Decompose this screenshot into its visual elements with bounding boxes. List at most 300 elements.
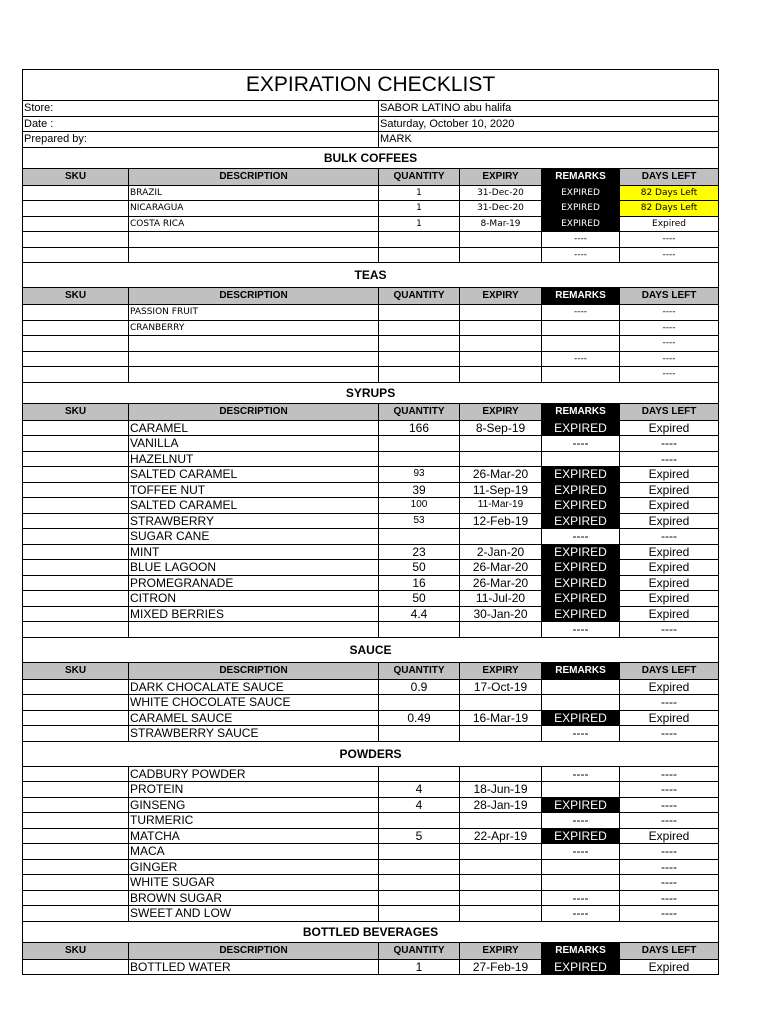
remarks-cell: ----: [542, 436, 620, 452]
column-header-sku: SKU: [23, 288, 129, 305]
expiry-cell: 22-Apr-19: [460, 828, 542, 844]
table-row: [23, 695, 719, 711]
remarks-cell: ----: [542, 351, 620, 367]
column-header-expiry: EXPIRY: [460, 403, 542, 420]
section-title-bulk-coffees: BULK COFFEES: [23, 147, 719, 168]
quantity-cell: [379, 451, 460, 467]
section-title-row: [23, 147, 719, 168]
column-header-expiry: EXPIRY: [460, 288, 542, 305]
table-row: [23, 906, 719, 922]
days-left-cell: Expired: [620, 216, 719, 232]
sku-cell: [23, 513, 129, 529]
sku-cell: [23, 622, 129, 638]
description-cell: GINSENG: [129, 797, 379, 813]
sku-cell: [23, 351, 129, 367]
table-row: [23, 766, 719, 782]
table-row: [23, 959, 719, 975]
sku-cell: [23, 436, 129, 452]
column-header-row: [23, 662, 719, 679]
section-title-row: [23, 637, 719, 662]
quantity-cell: [379, 305, 460, 321]
description-cell: [129, 351, 379, 367]
sku-cell: [23, 529, 129, 545]
description-cell: VANILLA: [129, 436, 379, 452]
sku-cell: [23, 467, 129, 483]
days-left-cell: Expired: [620, 482, 719, 498]
days-left-cell: ----: [620, 695, 719, 711]
expiry-cell: 8-Mar-19: [460, 216, 542, 232]
expiry-cell: [460, 529, 542, 545]
quantity-cell: 1: [379, 959, 460, 975]
quantity-cell: 0.49: [379, 710, 460, 726]
table-row: [23, 467, 719, 483]
sku-cell: [23, 710, 129, 726]
sku-cell: [23, 482, 129, 498]
remarks-cell: ----: [542, 890, 620, 906]
remarks-cell: EXPIRED: [542, 185, 620, 201]
section-title-teas: TEAS: [23, 263, 719, 288]
quantity-cell: [379, 859, 460, 875]
description-cell: SALTED CARAMEL: [129, 467, 379, 483]
quantity-cell: [379, 436, 460, 452]
column-header-days-left: DAYS LEFT: [620, 288, 719, 305]
expiry-cell: 31-Dec-20: [460, 201, 542, 217]
sku-cell: [23, 320, 129, 336]
quantity-cell: 50: [379, 560, 460, 576]
quantity-cell: 39: [379, 482, 460, 498]
description-cell: SUGAR CANE: [129, 529, 379, 545]
table-row: [23, 622, 719, 638]
description-cell: TURMERIC: [129, 813, 379, 829]
table-row: [23, 606, 719, 622]
sku-cell: [23, 544, 129, 560]
quantity-cell: [379, 844, 460, 860]
sku-cell: [23, 247, 129, 263]
description-cell: MIXED BERRIES: [129, 606, 379, 622]
table-row: [23, 575, 719, 591]
expiry-cell: 8-Sep-19: [460, 420, 542, 436]
column-header-quantity: QUANTITY: [379, 288, 460, 305]
expiry-cell: [460, 320, 542, 336]
sku-cell: [23, 679, 129, 695]
expiry-cell: [460, 890, 542, 906]
section-title-bottled: BOTTLED BEVERAGES: [23, 921, 719, 942]
quantity-cell: [379, 875, 460, 891]
days-left-cell: ----: [620, 797, 719, 813]
column-header-expiry: EXPIRY: [460, 942, 542, 959]
title-row: [23, 70, 719, 101]
section-title-row: [23, 921, 719, 942]
days-left-cell: ----: [620, 336, 719, 352]
quantity-cell: 0.9: [379, 679, 460, 695]
days-left-cell: Expired: [620, 710, 719, 726]
days-left-cell: ----: [620, 305, 719, 321]
description-cell: SWEET AND LOW: [129, 906, 379, 922]
quantity-cell: [379, 813, 460, 829]
table-row: [23, 420, 719, 436]
quantity-cell: 93: [379, 467, 460, 483]
sku-cell: [23, 336, 129, 352]
info-row: [23, 101, 719, 117]
sku-cell: [23, 367, 129, 383]
days-left-cell: 82 Days Left: [620, 185, 719, 201]
quantity-cell: [379, 367, 460, 383]
sku-cell: [23, 216, 129, 232]
column-header-days-left: DAYS LEFT: [620, 942, 719, 959]
expiry-cell: [460, 622, 542, 638]
description-cell: MACA: [129, 844, 379, 860]
column-header-remarks: REMARKS: [542, 662, 620, 679]
description-cell: [129, 367, 379, 383]
quantity-cell: 16: [379, 575, 460, 591]
remarks-cell: EXPIRED: [542, 591, 620, 607]
column-header-sku: SKU: [23, 403, 129, 420]
remarks-cell: ----: [542, 726, 620, 742]
description-cell: [129, 622, 379, 638]
description-cell: BOTTLED WATER: [129, 959, 379, 975]
expiry-cell: 16-Mar-19: [460, 710, 542, 726]
description-cell: HAZELNUT: [129, 451, 379, 467]
remarks-cell: ----: [542, 247, 620, 263]
description-cell: CRANBERRY: [129, 320, 379, 336]
sku-cell: [23, 906, 129, 922]
quantity-cell: 5: [379, 828, 460, 844]
remarks-cell: EXPIRED: [542, 575, 620, 591]
days-left-cell: ----: [620, 622, 719, 638]
remarks-cell: ----: [542, 622, 620, 638]
table-row: [23, 591, 719, 607]
expiry-cell: 17-Oct-19: [460, 679, 542, 695]
table-row: [23, 890, 719, 906]
description-cell: PROMEGRANADE: [129, 575, 379, 591]
quantity-cell: [379, 695, 460, 711]
remarks-cell: EXPIRED: [542, 560, 620, 576]
days-left-cell: Expired: [620, 420, 719, 436]
column-header-row: [23, 168, 719, 185]
table-row: [23, 859, 719, 875]
remarks-cell: EXPIRED: [542, 606, 620, 622]
remarks-cell: EXPIRED: [542, 710, 620, 726]
remarks-cell: EXPIRED: [542, 467, 620, 483]
info-label: Date :: [23, 116, 379, 132]
quantity-cell: [379, 726, 460, 742]
info-value: SABOR LATINO abu halifa: [379, 101, 719, 117]
info-label: Store:: [23, 101, 379, 117]
days-left-cell: Expired: [620, 498, 719, 514]
table-row: [23, 232, 719, 248]
days-left-cell: 82 Days Left: [620, 201, 719, 217]
sku-cell: [23, 232, 129, 248]
sku-cell: [23, 875, 129, 891]
column-header-row: [23, 288, 719, 305]
info-row: [23, 132, 719, 148]
expiry-cell: 11-Mar-19: [460, 498, 542, 514]
sku-cell: [23, 726, 129, 742]
remarks-cell: EXPIRED: [542, 544, 620, 560]
quantity-cell: [379, 232, 460, 248]
table-row: [23, 813, 719, 829]
expiry-cell: [460, 906, 542, 922]
description-cell: TOFFEE NUT: [129, 482, 379, 498]
column-header-sku: SKU: [23, 942, 129, 959]
days-left-cell: Expired: [620, 513, 719, 529]
section-title-row: [23, 382, 719, 403]
sku-cell: [23, 813, 129, 829]
description-cell: WHITE SUGAR: [129, 875, 379, 891]
expiry-cell: 11-Jul-20: [460, 591, 542, 607]
sku-cell: [23, 959, 129, 975]
table-row: [23, 875, 719, 891]
remarks-cell: ----: [542, 844, 620, 860]
quantity-cell: 53: [379, 513, 460, 529]
sku-cell: [23, 560, 129, 576]
description-cell: [129, 247, 379, 263]
quantity-cell: 50: [379, 591, 460, 607]
days-left-cell: ----: [620, 875, 719, 891]
page-title: EXPIRATION CHECKLIST: [23, 70, 719, 101]
expiry-cell: [460, 305, 542, 321]
expiry-cell: 26-Mar-20: [460, 575, 542, 591]
sku-cell: [23, 782, 129, 798]
column-header-remarks: REMARKS: [542, 288, 620, 305]
remarks-cell: EXPIRED: [542, 482, 620, 498]
section-title-syrups: SYRUPS: [23, 382, 719, 403]
quantity-cell: [379, 890, 460, 906]
expiry-cell: [460, 813, 542, 829]
section-title-powders: POWDERS: [23, 741, 719, 766]
table-row: [23, 351, 719, 367]
column-header-description: DESCRIPTION: [129, 662, 379, 679]
sku-cell: [23, 305, 129, 321]
description-cell: GINGER: [129, 859, 379, 875]
table-row: [23, 482, 719, 498]
sku-cell: [23, 201, 129, 217]
quantity-cell: [379, 247, 460, 263]
days-left-cell: ----: [620, 367, 719, 383]
days-left-cell: ----: [620, 844, 719, 860]
description-cell: CADBURY POWDER: [129, 766, 379, 782]
remarks-cell: EXPIRED: [542, 420, 620, 436]
column-header-sku: SKU: [23, 168, 129, 185]
table-row: [23, 782, 719, 798]
expiry-cell: [460, 232, 542, 248]
expiration-checklist-sheet: [22, 69, 718, 975]
description-cell: STRAWBERRY: [129, 513, 379, 529]
expiry-cell: 28-Jan-19: [460, 797, 542, 813]
days-left-cell: ----: [620, 351, 719, 367]
days-left-cell: ----: [620, 529, 719, 545]
description-cell: CARAMEL SAUCE: [129, 710, 379, 726]
remarks-cell: EXPIRED: [542, 959, 620, 975]
expiry-cell: [460, 367, 542, 383]
description-cell: SALTED CARAMEL: [129, 498, 379, 514]
remarks-cell: [542, 679, 620, 695]
sku-cell: [23, 766, 129, 782]
sku-cell: [23, 498, 129, 514]
description-cell: CITRON: [129, 591, 379, 607]
quantity-cell: 1: [379, 216, 460, 232]
days-left-cell: Expired: [620, 467, 719, 483]
expiry-cell: 18-Jun-19: [460, 782, 542, 798]
column-header-remarks: REMARKS: [542, 168, 620, 185]
column-header-remarks: REMARKS: [542, 403, 620, 420]
description-cell: NICARAGUA: [129, 201, 379, 217]
expiry-cell: [460, 451, 542, 467]
days-left-cell: Expired: [620, 828, 719, 844]
days-left-cell: ----: [620, 436, 719, 452]
table-row: [23, 185, 719, 201]
table-row: [23, 726, 719, 742]
days-left-cell: Expired: [620, 560, 719, 576]
column-header-days-left: DAYS LEFT: [620, 168, 719, 185]
column-header-expiry: EXPIRY: [460, 168, 542, 185]
sku-cell: [23, 797, 129, 813]
description-cell: MINT: [129, 544, 379, 560]
remarks-cell: EXPIRED: [542, 216, 620, 232]
quantity-cell: 1: [379, 185, 460, 201]
days-left-cell: ----: [620, 782, 719, 798]
table-row: [23, 336, 719, 352]
days-left-cell: ----: [620, 247, 719, 263]
table-row: [23, 710, 719, 726]
description-cell: COSTA RICA: [129, 216, 379, 232]
description-cell: MATCHA: [129, 828, 379, 844]
remarks-cell: EXPIRED: [542, 201, 620, 217]
table-row: [23, 367, 719, 383]
days-left-cell: Expired: [620, 575, 719, 591]
quantity-cell: 4: [379, 797, 460, 813]
remarks-cell: EXPIRED: [542, 498, 620, 514]
description-cell: BROWN SUGAR: [129, 890, 379, 906]
quantity-cell: [379, 336, 460, 352]
expiry-cell: 26-Mar-20: [460, 467, 542, 483]
expiry-cell: 30-Jan-20: [460, 606, 542, 622]
expiry-cell: [460, 875, 542, 891]
expiry-cell: 11-Sep-19: [460, 482, 542, 498]
expiry-cell: 26-Mar-20: [460, 560, 542, 576]
column-header-sku: SKU: [23, 662, 129, 679]
info-value: Saturday, October 10, 2020: [379, 116, 719, 132]
column-header-description: DESCRIPTION: [129, 403, 379, 420]
remarks-cell: EXPIRED: [542, 513, 620, 529]
description-cell: WHITE CHOCOLATE SAUCE: [129, 695, 379, 711]
days-left-cell: ----: [620, 232, 719, 248]
sku-cell: [23, 591, 129, 607]
days-left-cell: Expired: [620, 544, 719, 560]
column-header-remarks: REMARKS: [542, 942, 620, 959]
days-left-cell: ----: [620, 451, 719, 467]
table-row: [23, 560, 719, 576]
days-left-cell: Expired: [620, 679, 719, 695]
days-left-cell: Expired: [620, 606, 719, 622]
checklist-table: [22, 69, 719, 975]
table-row: [23, 498, 719, 514]
expiry-cell: [460, 247, 542, 263]
expiry-cell: [460, 859, 542, 875]
remarks-cell: [542, 875, 620, 891]
expiry-cell: 31-Dec-20: [460, 185, 542, 201]
column-header-expiry: EXPIRY: [460, 662, 542, 679]
sku-cell: [23, 451, 129, 467]
column-header-description: DESCRIPTION: [129, 168, 379, 185]
table-row: [23, 216, 719, 232]
table-row: [23, 436, 719, 452]
sku-cell: [23, 890, 129, 906]
quantity-cell: [379, 351, 460, 367]
quantity-cell: [379, 906, 460, 922]
table-row: [23, 451, 719, 467]
sku-cell: [23, 606, 129, 622]
days-left-cell: ----: [620, 766, 719, 782]
description-cell: PASSION FRUIT: [129, 305, 379, 321]
table-row: [23, 201, 719, 217]
column-header-row: [23, 403, 719, 420]
days-left-cell: ----: [620, 320, 719, 336]
remarks-cell: ----: [542, 305, 620, 321]
quantity-cell: 4.4: [379, 606, 460, 622]
quantity-cell: 1: [379, 201, 460, 217]
expiry-cell: [460, 336, 542, 352]
remarks-cell: [542, 336, 620, 352]
description-cell: [129, 336, 379, 352]
table-row: [23, 844, 719, 860]
column-header-quantity: QUANTITY: [379, 662, 460, 679]
column-header-description: DESCRIPTION: [129, 942, 379, 959]
column-header-description: DESCRIPTION: [129, 288, 379, 305]
expiry-cell: [460, 844, 542, 860]
sku-cell: [23, 695, 129, 711]
sku-cell: [23, 859, 129, 875]
expiry-cell: [460, 436, 542, 452]
remarks-cell: [542, 859, 620, 875]
remarks-cell: ----: [542, 766, 620, 782]
remarks-cell: [542, 782, 620, 798]
sku-cell: [23, 420, 129, 436]
remarks-cell: [542, 320, 620, 336]
days-left-cell: ----: [620, 859, 719, 875]
description-cell: CARAMEL: [129, 420, 379, 436]
info-label: Prepared by:: [23, 132, 379, 148]
info-value: MARK: [379, 132, 719, 148]
remarks-cell: [542, 451, 620, 467]
section-title-row: [23, 263, 719, 288]
remarks-cell: ----: [542, 906, 620, 922]
table-row: [23, 305, 719, 321]
table-row: [23, 828, 719, 844]
days-left-cell: ----: [620, 813, 719, 829]
table-row: [23, 797, 719, 813]
quantity-cell: 166: [379, 420, 460, 436]
section-title-sauce: SAUCE: [23, 637, 719, 662]
table-row: [23, 679, 719, 695]
expiry-cell: 2-Jan-20: [460, 544, 542, 560]
column-header-quantity: QUANTITY: [379, 168, 460, 185]
days-left-cell: Expired: [620, 959, 719, 975]
expiry-cell: 27-Feb-19: [460, 959, 542, 975]
description-cell: [129, 232, 379, 248]
remarks-cell: EXPIRED: [542, 828, 620, 844]
description-cell: PROTEIN: [129, 782, 379, 798]
quantity-cell: [379, 622, 460, 638]
expiry-cell: [460, 766, 542, 782]
table-row: [23, 529, 719, 545]
days-left-cell: ----: [620, 906, 719, 922]
description-cell: STRAWBERRY SAUCE: [129, 726, 379, 742]
days-left-cell: ----: [620, 726, 719, 742]
description-cell: DARK CHOCALATE SAUCE: [129, 679, 379, 695]
quantity-cell: [379, 529, 460, 545]
description-cell: BRAZIL: [129, 185, 379, 201]
